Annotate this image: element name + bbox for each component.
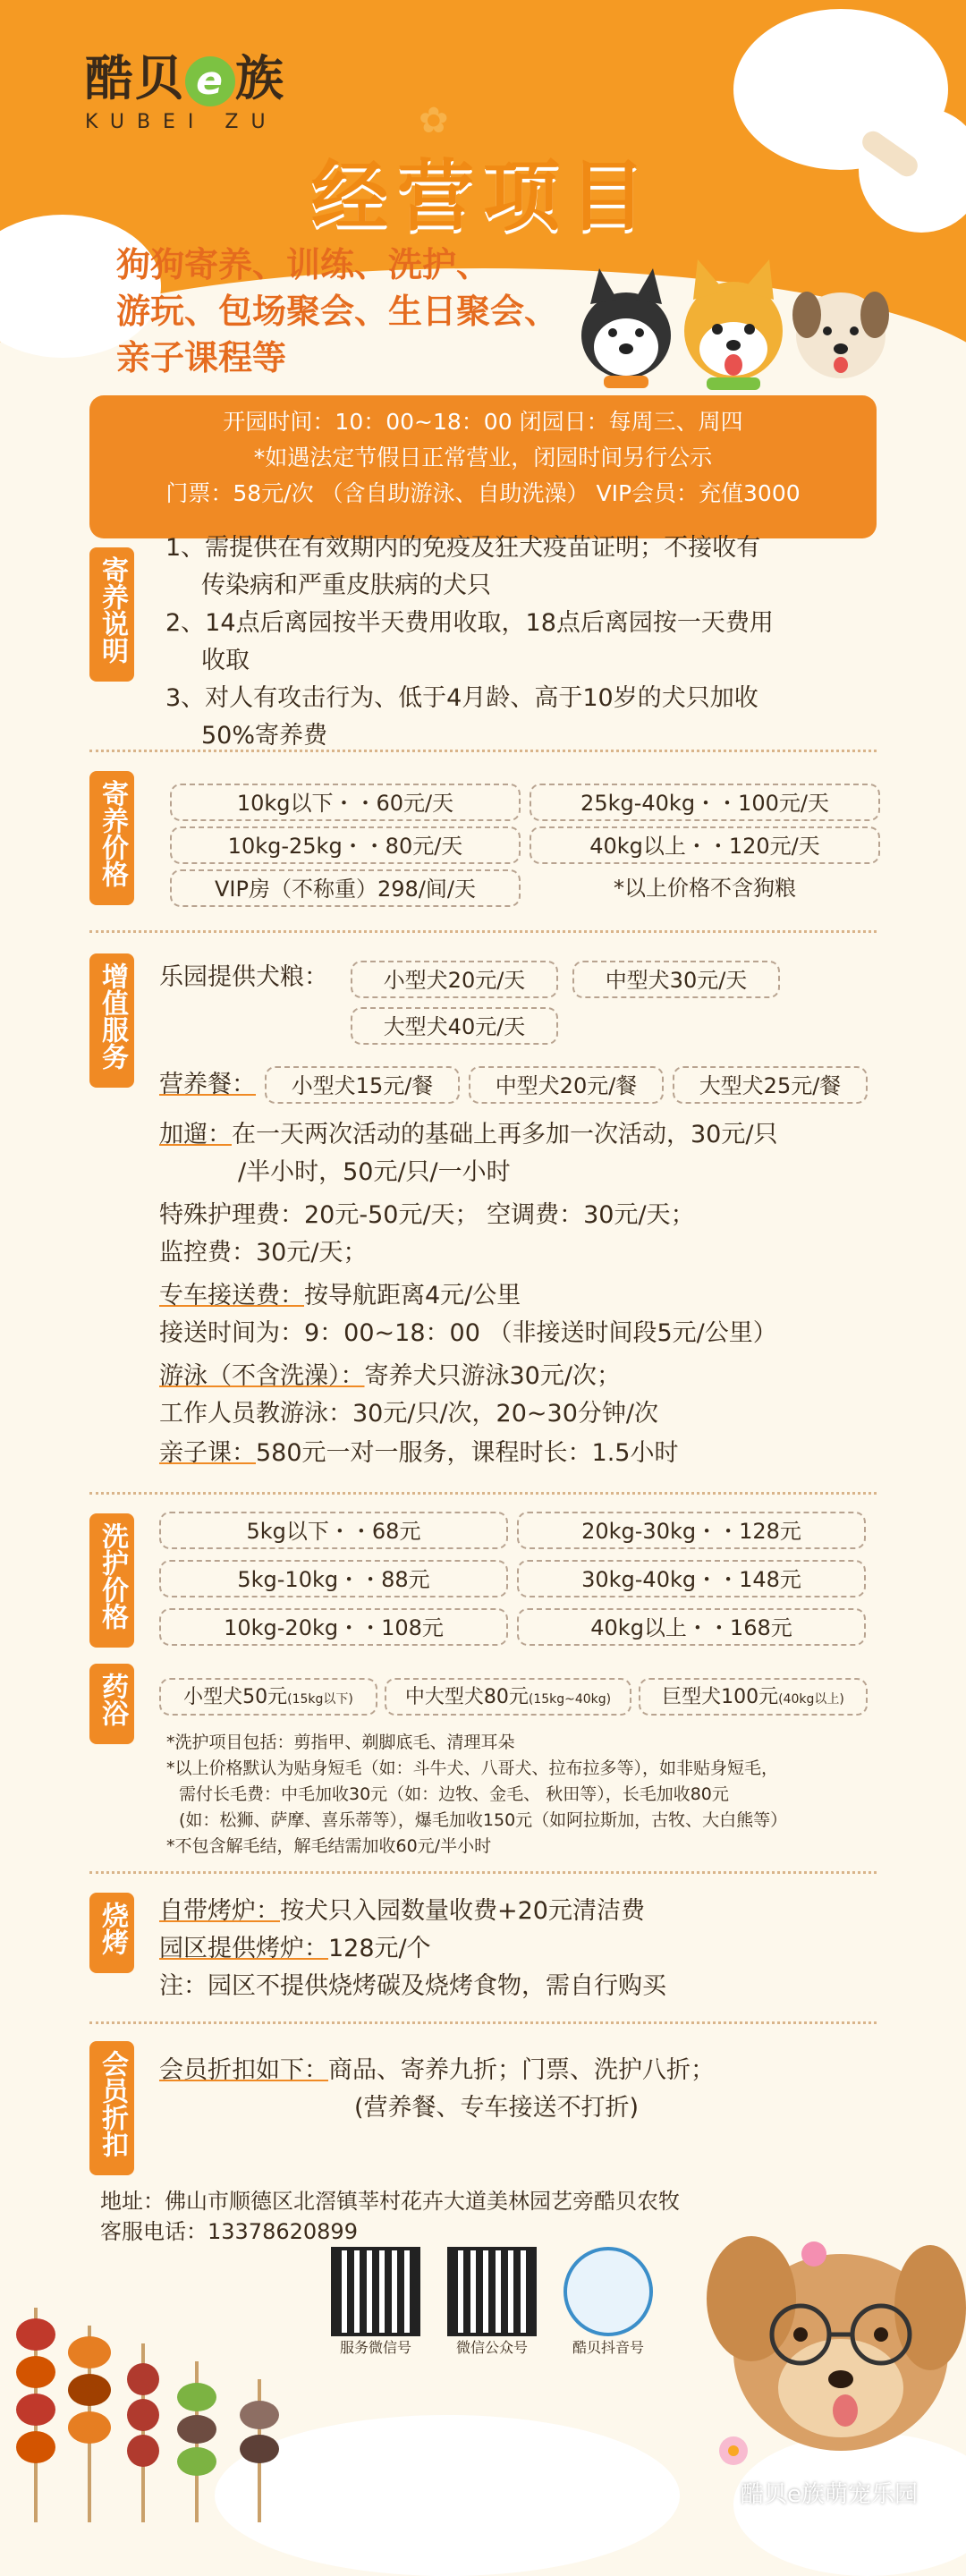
section-tag-label: 寄养价格: [97, 780, 128, 887]
grooming-price: 30kg-40kg・・148元: [517, 1560, 866, 1597]
price-cell: 25kg-40kg・・100元/天: [530, 784, 880, 821]
list-item: 收取: [201, 647, 250, 674]
divider: [89, 1492, 877, 1495]
watermark: 酷贝e族萌宠乐园: [741, 2481, 918, 2508]
walk-label: 加遛：: [159, 1121, 232, 1148]
list-item: 50%寄养费: [201, 722, 328, 750]
qr-label: 酷贝抖音号: [572, 2339, 644, 2356]
member-label: 会员折扣如下：: [159, 2056, 328, 2084]
care-fees: [159, 1197, 884, 1272]
food-price: 中型犬30元/天: [572, 961, 780, 998]
divider: [89, 750, 877, 752]
qr-block: [434, 2247, 550, 2357]
service-summary-line: 游玩、包场聚会、生日聚会、: [116, 292, 559, 331]
grooming-price: 5kg以下・・68元: [159, 1512, 508, 1549]
food-price: 大型犬40元/天: [351, 1007, 558, 1045]
brand-name-right: 族: [235, 50, 285, 106]
brand-subtitle: KUBEI ZU: [85, 111, 278, 133]
meal-price: 中型犬20元/餐: [469, 1066, 664, 1104]
qr-code-icon[interactable]: [331, 2247, 420, 2336]
service-summary: [116, 242, 581, 381]
kid-course: [159, 1435, 884, 1472]
divider: [89, 1871, 877, 1874]
meal-price: 小型犬15元/餐: [265, 1066, 460, 1104]
section-tag-label: 会员折扣: [97, 2050, 128, 2157]
member-discount: [159, 2052, 884, 2127]
list-item: 1、需提供在有效期内的免疫及狂犬疫苗证明；不接收有: [165, 534, 761, 562]
walk-desc-2: /半小时，50元/只/一小时: [238, 1158, 511, 1186]
section-tag-label: 药浴: [97, 1673, 128, 1726]
section-tag-label: 寄养说明: [97, 556, 128, 664]
schnauzer-icon: [792, 292, 889, 378]
price-cell: 10kg以下・・60元/天: [170, 784, 521, 821]
bbq-park-fee: 128元/个: [328, 1935, 431, 1962]
note-line: *以上价格默认为贴身短毛（如：斗牛犬、八哥犬、拉布拉多等），如非贴身短毛，: [166, 1758, 779, 1778]
section-tag-label: 增值服务: [97, 962, 128, 1070]
price-note: *以上价格不含狗粮: [614, 876, 796, 901]
medicated-bath-main: 中大型犬80元: [404, 1686, 529, 1708]
page-title: 经营项目: [311, 152, 655, 242]
list-item: 传染病和严重皮肤病的犬只: [201, 572, 491, 599]
brand-logo: [85, 40, 285, 133]
flower-icon: [719, 2436, 748, 2465]
swim-service: [159, 1358, 884, 1433]
holiday-note: *如遇法定节假日正常营业，闭园时间另行公示: [253, 445, 713, 470]
bbq-note: 注：园区不提供烧烤碳及烧烤食物，需自行购买: [159, 1972, 666, 2000]
section-tag-boarding-notes: [89, 547, 134, 682]
care-fee: 特殊护理费：20元-50元/天； 空调费：30元/天；: [159, 1201, 695, 1229]
section-tag-member: [89, 2041, 134, 2175]
brand-name-e: e: [185, 56, 235, 106]
price-cell: 10kg-25kg・・80元/天: [170, 826, 521, 864]
grooming-price: 20kg-30kg・・128元: [517, 1512, 866, 1549]
kid-label: 亲子课：: [159, 1439, 256, 1467]
section-tag-label: 烧烤: [97, 1902, 128, 1955]
brand-name-left: 酷贝: [85, 50, 185, 106]
car-time: 接送时间为：9：00~18：00 （非接送时间段5元/公里）: [159, 1319, 777, 1347]
skewer-icon: [68, 2326, 111, 2522]
skewer-icon: [127, 2343, 159, 2522]
section-tag-boarding-price: [89, 771, 134, 905]
dogs-illustration: [572, 259, 894, 394]
grooming-price: 10kg-20kg・・108元: [159, 1608, 508, 1646]
medicated-bath-price: [159, 1678, 377, 1716]
car-service: [159, 1277, 884, 1352]
douyin-qr-icon[interactable]: [564, 2247, 653, 2336]
section-tag-value-added: [89, 953, 134, 1088]
walk-desc: 在一天两次活动的基础上再多加一次活动，30元/只: [232, 1121, 778, 1148]
medicated-bath-main: 小型犬50元: [183, 1686, 288, 1708]
divider: [89, 930, 877, 933]
section-tag-label: 洗护价格: [97, 1522, 128, 1630]
medicated-bath-main: 巨型犬100元: [662, 1686, 779, 1708]
member-discount-1: 商品、寄养九折；门票、洗护八折；: [328, 2056, 715, 2084]
price-cell: VIP房（不称重）298/间/天: [170, 869, 521, 907]
note-line: *不包含解毛结，解毛结需加收60元/半小时: [166, 1836, 492, 1856]
service-summary-line: 亲子课程等: [116, 338, 287, 377]
meal-label: 营养餐：: [159, 1071, 256, 1098]
bbq-info: [159, 1893, 884, 2005]
ticket-price: 门票：58元/次 （含自助游泳、自助洗澡） VIP会员：充值3000: [165, 480, 801, 506]
opening-hours-panel: [89, 395, 877, 538]
note-line: *洗护项目包括：剪指甲、剃脚底毛、清理耳朵: [166, 1733, 515, 1752]
food-label: 乐园提供犬粮：: [159, 963, 328, 991]
skewer-icon: [177, 2361, 216, 2522]
divider: [89, 2021, 877, 2024]
shiba-icon: [684, 259, 783, 390]
meal-price: 大型犬25元/餐: [673, 1066, 868, 1104]
food-price: 小型犬20元/天: [351, 961, 558, 998]
qr-block: [550, 2247, 666, 2357]
qr-code-icon[interactable]: [447, 2247, 537, 2336]
medicated-bath-price: [385, 1678, 631, 1716]
boarding-notes: [165, 530, 881, 755]
paw-icon: ✿: [419, 100, 449, 141]
skewer-icon: [16, 2308, 55, 2522]
medicated-bath-sub: (15kg~40kg): [528, 1692, 612, 1707]
section-tag-medicated-bath: [89, 1664, 134, 1744]
grooming-price: 5kg-10kg・・88元: [159, 1560, 508, 1597]
monitor-fee: 监控费：30元/天；: [159, 1239, 368, 1267]
swim-lesson: 工作人员教游泳：30元/只/次，20~30分钟/次: [159, 1400, 658, 1428]
note-line: 需付长毛费：中毛加收30元（如：边牧、金毛、 秋田等），长毛加收80元: [179, 1784, 729, 1804]
swim-label: 游泳（不含洗澡）：: [159, 1362, 365, 1390]
section-tag-bbq: [89, 1893, 134, 1973]
service-summary-line: 狗狗寄养、训练、洗护、: [116, 245, 491, 284]
extra-walk: [159, 1116, 884, 1191]
bbq-park-label: 园区提供烤炉：: [159, 1935, 328, 1962]
phone: 客服电话：13378620899: [100, 2219, 358, 2244]
member-discount-2: (营养餐、专车接送不打折): [354, 2094, 640, 2122]
medicated-bath-sub: (40kg以上): [778, 1692, 844, 1707]
bbq-own-fee: 按犬只入园数量收费+20元清洁费: [280, 1897, 645, 1925]
skewer-icon: [240, 2379, 279, 2522]
section-tag-grooming: [89, 1513, 134, 1648]
qr-label: 微信公众号: [455, 2339, 528, 2356]
bbq-skewers-illustration: [0, 2290, 340, 2524]
medicated-bath-price: [639, 1678, 868, 1716]
bbq-own-label: 自带烤炉：: [159, 1897, 280, 1925]
price-cell: 40kg以上・・120元/天: [530, 826, 880, 864]
car-price: 按导航距离4元/公里: [304, 1282, 521, 1309]
contact-info: [100, 2186, 680, 2247]
husky-icon: [581, 268, 671, 388]
car-label: 专车接送费：: [159, 1282, 304, 1309]
grooming-price: 40kg以上・・168元: [517, 1608, 866, 1646]
swim-price: 寄养犬只游泳30元/次；: [364, 1362, 621, 1390]
list-item: 3、对人有攻击行为、低于4月龄、高于10岁的犬只加收: [165, 684, 758, 712]
address: 地址：佛山市顺德区北滘镇莘村花卉大道美林园艺旁酷贝农牧: [100, 2189, 680, 2214]
opening-hours: 开园时间：10：00~18：00 闭园日：每周三、周四: [223, 409, 743, 435]
kid-price: 580元一对一服务，课程时长：1.5小时: [256, 1439, 679, 1467]
list-item: 2、14点后离园按半天费用收取，18点后离园按一天费用: [165, 609, 774, 637]
note-line: (如：松狮、萨摩、喜乐蒂等），爆毛加收150元（如阿拉斯加，古牧、大白熊等）: [179, 1810, 788, 1830]
grooming-notes: [166, 1730, 882, 1860]
medicated-bath-sub: (15kg以下): [287, 1692, 353, 1707]
dog-with-glasses-icon: [707, 2236, 966, 2451]
qr-label: 服务微信号: [339, 2339, 411, 2356]
